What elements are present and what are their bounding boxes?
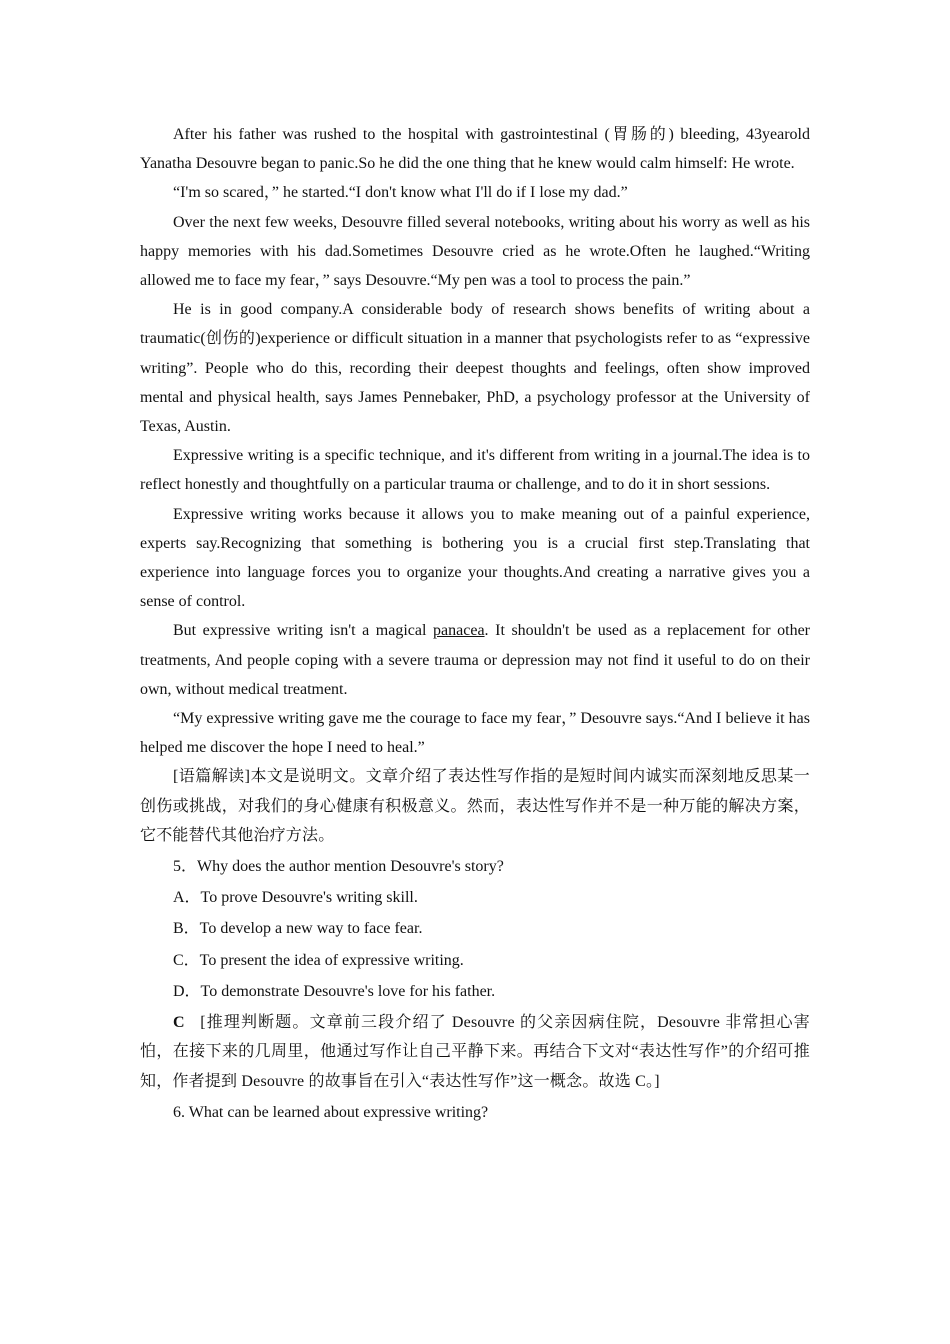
question-5-option-b: B．To develop a new way to face fear.	[173, 920, 423, 938]
text-span: He is in good company.A considerable body of research shows benefits of writing about a traumatic(	[140, 301, 810, 348]
question-5-explanation	[140, 1008, 810, 1096]
question-6-stem: 6. What can be learned about expressive writing?	[173, 1103, 489, 1121]
question-5-option-a: A．To prove Desouvre's writing skill.	[173, 889, 418, 907]
chinese-gloss: 创伤的	[205, 330, 256, 348]
explanation-text: [推理判断题。文章前三段介绍了 Desouvre 的父亲因病住院，Desouvre 非常担心害怕，在接下来的几周里，他通过写作让自己平静下来。再结合下文对“表达性写作”的介绍可推知，作者提到 Desouvre 的故事旨在引入“表达性写作”这一概念。故选 C。]	[140, 1014, 810, 1090]
passage-paragraph-6: Expressive writing works because it allows you to make meaning out of a painful experience, experts say.Recognizing that something is bothering you is a crucial first step.Translating that experience into language forces you to organize your thoughts.And creating a narrative gives you a sense of control.	[140, 505, 810, 611]
question-5-answer: C	[173, 1014, 185, 1032]
document-page	[140, 120, 810, 1127]
passage-paragraph-8: “My expressive writing gave me the courage to face my fear，” Desouvre says.“And I believe it has helped me discover the hope I need to heal.”	[140, 710, 810, 757]
analysis-text: 本文是说明文。文章介绍了表达性写作指的是短时间内诚实而深刻地反思某一创伤或挑战，对我们的身心健康有积极意义。然而，表达性写作并不是一种万能的解决方案，它不能替代其他治疗方法。	[140, 768, 810, 844]
underlined-word: panacea	[433, 622, 485, 640]
text-span: )experience or difficult situation in a manner that psychologists refer to as “expressive writing”. People who do this, recording their deepest thoughts and feelings, often show improved mental and physical health, says James Pennebaker, PhD, a psychology professor at the University of Texas, Austin.	[140, 330, 810, 436]
text-span: But expressive writing isn't a magical	[173, 622, 434, 640]
text-span: ) bleeding, 43yearold Yanatha Desouvre began to panic.So he did the one thing that he knew would calm himself: He wrote.	[140, 126, 810, 173]
passage-paragraph-4	[140, 295, 810, 441]
question-5-stem: 5．Why does the author mention Desouvre's story?	[173, 858, 504, 876]
passage-paragraph-7	[140, 616, 810, 704]
passage-paragraph-1	[140, 120, 810, 178]
question-5-option-d: D．To demonstrate Desouvre's love for his father.	[173, 982, 496, 1000]
question-5-option-c: C．To present the idea of expressive writing.	[173, 951, 464, 969]
chinese-gloss: 胃肠的	[609, 126, 669, 143]
passage-paragraph-2: “I'm so scared，” he started.“I don't know what I'll do if I lose my dad.”	[173, 184, 628, 202]
text-span: . It shouldn't be used as a replacement for other treatments, And people coping with a severe trauma or depression may not find it useful to do on their own, without medical treatment.	[140, 622, 811, 698]
passage-analysis	[140, 762, 810, 850]
passage-paragraph-3: Over the next few weeks, Desouvre filled several notebooks, writing about his worry as well as his happy memories with his dad.Sometimes Desouvre cried as he wrote.Often he laughed.“Writing allowed me to face my fear，” says Desouvre.“My pen was a tool to process the pain.”	[140, 213, 810, 290]
passage-paragraph-5: Expressive writing is a specific technique, and it's different from writing in a journal.The idea is to reflect honestly and thoughtfully on a particular trauma or challenge, and to do it in short sessions.	[140, 447, 810, 494]
text-span: After his father was rushed to the hospital with gastrointestinal (	[173, 126, 610, 143]
analysis-tag: [语篇解读]	[173, 768, 251, 786]
